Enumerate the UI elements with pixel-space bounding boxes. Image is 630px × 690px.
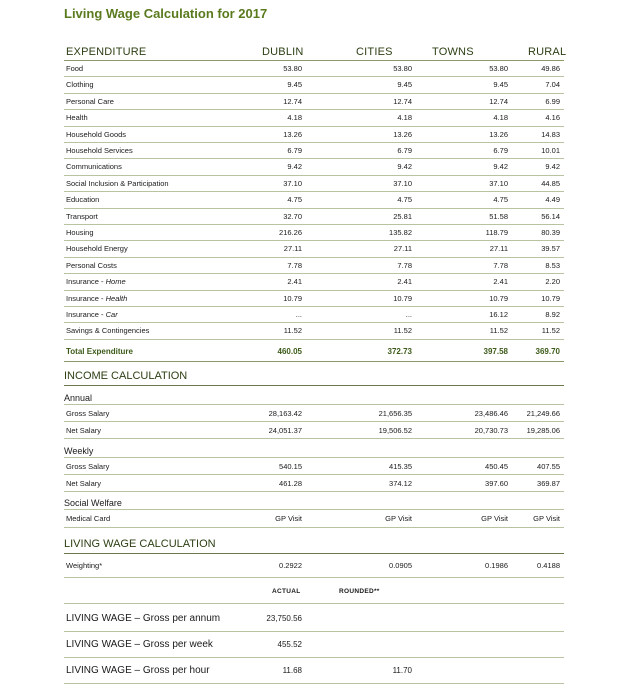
row-value: 28,163.42 <box>268 409 302 418</box>
row-label: Health <box>66 113 88 123</box>
expenditure-row <box>64 225 564 241</box>
row-value: 21,249.66 <box>526 409 560 418</box>
total-rural: 369.70 <box>535 347 560 356</box>
row-value: 6.79 <box>287 146 302 155</box>
row-value: 8.92 <box>545 310 560 319</box>
living-wage-row <box>64 632 564 658</box>
row-value: 19,506.52 <box>378 426 412 435</box>
row-value: 4.75 <box>287 195 302 205</box>
row-value: 2.41 <box>493 277 508 287</box>
row-value: 407.55 <box>537 462 560 471</box>
living-wage-divider <box>64 553 564 554</box>
total-dublin: 460.05 <box>277 347 302 356</box>
row-value: 461.28 <box>279 479 302 488</box>
row-value: 4.49 <box>545 195 560 205</box>
expenditure-row <box>64 307 564 323</box>
page-title: Living Wage Calculation for 2017 <box>64 6 268 21</box>
row-value: 27.11 <box>393 244 412 254</box>
row-label: Housing <box>66 228 94 237</box>
row-value: 20,730.73 <box>474 426 508 435</box>
row-value: 8.53 <box>545 260 560 270</box>
row-label: Household Goods <box>66 129 127 139</box>
row-value: 10.79 <box>541 293 560 303</box>
row-value: 12.74 <box>283 96 302 106</box>
row-label-italic: Home <box>105 277 126 287</box>
row-value: 80.39 <box>541 228 560 237</box>
expenditure-row <box>64 127 564 143</box>
row-label: Gross Salary <box>66 409 110 418</box>
income-heading: INCOME CALCULATION <box>64 370 188 382</box>
weighting-towns: 0.1986 <box>485 561 508 570</box>
row-value: 10.79 <box>393 293 412 303</box>
row-label: Social Inclusion & Participation <box>66 178 169 188</box>
expenditure-row <box>64 110 564 126</box>
row-value: 51.58 <box>489 211 508 221</box>
row-value: 11.52 <box>393 326 412 336</box>
row-value: 9.45 <box>493 80 508 90</box>
weighting-row <box>64 556 564 578</box>
row-value: 7.78 <box>287 260 302 270</box>
row-label: Personal Costs <box>66 260 117 270</box>
row-value: GP Visit <box>275 514 302 523</box>
row-label: Education <box>66 195 100 205</box>
social-welfare-heading: Social Welfare <box>64 498 122 508</box>
row-label: Clothing <box>66 80 94 90</box>
row-value: 32.70 <box>283 211 302 221</box>
row-value: 2.41 <box>287 277 302 287</box>
row-value: 6.99 <box>545 96 560 106</box>
expenditure-row <box>64 77 564 93</box>
row-value: 135.82 <box>389 228 412 237</box>
row-value: GP Visit <box>481 514 508 523</box>
row-value: 12.74 <box>393 96 412 106</box>
expenditure-row <box>64 192 564 208</box>
weighting-label: Weighting* <box>66 561 103 570</box>
total-label: Total Expenditure <box>66 347 133 356</box>
row-label-prefix: Insurance - <box>66 277 106 287</box>
row-value: 37.10 <box>393 178 412 188</box>
row-value: 39.57 <box>541 244 560 254</box>
row-label: Household Services <box>66 146 133 155</box>
income-row <box>64 510 564 528</box>
column-dublin: DUBLIN <box>262 46 304 58</box>
column-towns: TOWNS <box>432 46 474 58</box>
row-value: 7.78 <box>493 260 508 270</box>
total-row <box>64 342 564 362</box>
expenditure-row <box>64 94 564 110</box>
row-value: 13.26 <box>489 129 508 139</box>
row-value: GP Visit <box>385 514 412 523</box>
row-label-prefix: Insurance - <box>66 310 106 319</box>
expenditure-row <box>64 274 564 290</box>
income-row <box>64 458 564 475</box>
row-value: 2.20 <box>545 277 560 287</box>
row-value: 2.41 <box>397 277 412 287</box>
row-value: 216.26 <box>279 228 302 237</box>
expenditure-row <box>64 209 564 225</box>
living-wage-label: LIVING WAGE – Gross per annum <box>66 613 221 624</box>
row-value: 11.52 <box>283 326 302 336</box>
row-value: 53.80 <box>283 64 302 73</box>
total-towns: 397.58 <box>483 347 508 356</box>
expenditure-row <box>64 241 564 257</box>
row-value: ... <box>405 310 412 319</box>
income-row <box>64 422 564 439</box>
living-wage-label: LIVING WAGE – Gross per week <box>66 639 213 650</box>
living-wage-actual: 455.52 <box>277 640 302 649</box>
row-value: 4.18 <box>287 113 302 123</box>
living-wage-actual: 23,750.56 <box>266 614 302 623</box>
row-value: 6.79 <box>397 146 412 155</box>
row-value: 13.26 <box>393 129 412 139</box>
weighting-rural: 0.4188 <box>537 561 560 570</box>
row-value: 415.35 <box>389 462 412 471</box>
row-value: 4.16 <box>545 113 560 123</box>
row-value: 11.52 <box>489 326 508 336</box>
row-value: 4.75 <box>493 195 508 205</box>
income-divider <box>64 385 564 386</box>
living-wage-row <box>64 606 564 632</box>
row-label: Communications <box>66 162 122 172</box>
row-value: 37.10 <box>283 178 302 188</box>
row-label <box>66 294 127 303</box>
expenditure-row <box>64 176 564 192</box>
row-value: 9.45 <box>287 80 302 90</box>
living-wage-heading: LIVING WAGE CALCULATION <box>64 538 216 550</box>
row-value: 24,051.37 <box>268 426 302 435</box>
row-value: 374.12 <box>389 479 412 488</box>
expenditure-row <box>64 143 564 159</box>
row-value: 10.79 <box>283 293 302 303</box>
row-value: 9.42 <box>397 162 412 172</box>
row-label: Household Energy <box>66 244 128 254</box>
row-value: 7.78 <box>397 260 412 270</box>
row-value: 53.80 <box>393 64 412 73</box>
row-label-prefix: Insurance - <box>66 293 106 303</box>
expenditure-row <box>64 323 564 339</box>
weighting-cities: 0.0905 <box>389 561 412 570</box>
row-value: 11.52 <box>541 326 560 336</box>
row-label: Net Salary <box>66 426 102 435</box>
row-label: Transport <box>66 211 98 221</box>
row-value: 25.81 <box>393 211 412 221</box>
row-label-italic: Health <box>105 293 128 303</box>
row-label <box>66 277 126 286</box>
row-value: ... <box>295 310 302 319</box>
row-value: 56.14 <box>541 211 560 221</box>
row-label: Net Salary <box>66 479 102 488</box>
row-label: Personal Care <box>66 96 114 106</box>
row-value: 27.11 <box>489 244 508 254</box>
row-value: 9.42 <box>287 162 302 172</box>
rounded-column-label: ROUNDED** <box>339 588 380 595</box>
row-value: 6.79 <box>493 146 508 155</box>
row-value: 23,486.46 <box>474 409 508 418</box>
row-value: GP Visit <box>533 514 560 523</box>
expenditure-heading: EXPENDITURE <box>66 46 147 58</box>
row-label-italic: Car <box>105 310 118 319</box>
row-value: 4.75 <box>397 195 412 205</box>
expenditure-row <box>64 61 564 77</box>
row-value: 9.45 <box>397 80 412 90</box>
row-label: Food <box>66 64 84 73</box>
row-value: 10.79 <box>489 293 508 303</box>
row-label: Medical Card <box>66 514 111 523</box>
weighting-dublin: 0.2922 <box>279 561 302 570</box>
row-label <box>66 310 118 319</box>
income-row <box>64 475 564 492</box>
annual-heading: Annual <box>64 393 93 403</box>
row-label: Gross Salary <box>66 462 110 471</box>
total-cities: 372.73 <box>387 347 412 356</box>
row-value: 49.86 <box>541 64 560 73</box>
living-wage-actual: 11.68 <box>282 666 302 675</box>
expenditure-row <box>64 291 564 307</box>
row-value: 7.04 <box>545 80 560 90</box>
living-wage-rounded: 11.70 <box>392 666 412 675</box>
row-value: 369.87 <box>537 479 560 488</box>
row-value: 10.01 <box>541 146 560 155</box>
row-value: 397.60 <box>485 479 508 488</box>
living-wage-subdivider <box>64 603 564 604</box>
actual-column-label: ACTUAL <box>272 588 301 595</box>
row-value: 16.12 <box>489 310 508 319</box>
living-wage-row <box>64 658 564 684</box>
living-wage-label: LIVING WAGE – Gross per hour <box>66 665 210 676</box>
row-value: 9.42 <box>545 162 560 172</box>
row-value: 118.79 <box>485 228 508 237</box>
column-rural: RURAL <box>528 46 567 58</box>
row-value: 21,656.35 <box>378 409 412 418</box>
row-value: 44.85 <box>541 178 560 188</box>
row-value: 12.74 <box>489 96 508 106</box>
row-value: 37.10 <box>489 178 508 188</box>
row-value: 540.15 <box>279 462 302 471</box>
row-value: 4.18 <box>397 113 412 123</box>
income-row <box>64 405 564 422</box>
row-value: 19,285.06 <box>526 426 560 435</box>
row-value: 4.18 <box>493 113 508 123</box>
row-label: Savings & Contingencies <box>66 326 150 336</box>
expenditure-row <box>64 258 564 274</box>
row-value: 450.45 <box>485 462 508 471</box>
row-value: 9.42 <box>493 162 508 172</box>
column-cities: CITIES <box>356 46 393 58</box>
weekly-heading: Weekly <box>64 446 94 456</box>
row-value: 27.11 <box>283 244 302 254</box>
expenditure-row <box>64 159 564 175</box>
row-value: 14.83 <box>541 129 560 139</box>
row-value: 53.80 <box>489 64 508 73</box>
row-value: 13.26 <box>283 129 302 139</box>
